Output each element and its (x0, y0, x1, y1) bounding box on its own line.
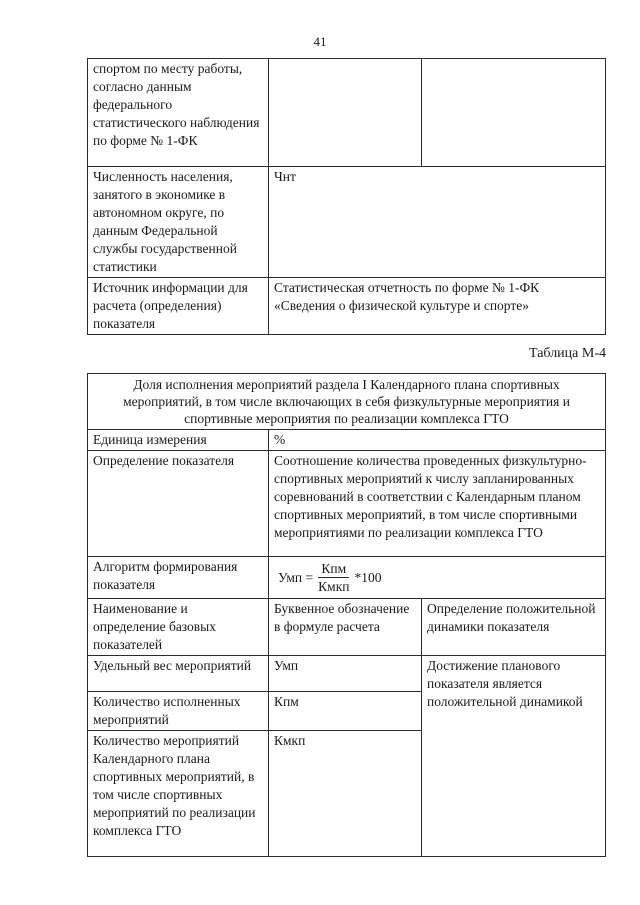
base-indicator-name: Количество мероприятий Календарного плана спортивных мероприятий, в том числе спортивных мероприятий по реализации комплекса ГТО (88, 731, 269, 857)
table-title: Доля исполнения мероприятий раздела I Календарного плана спортивных мероприятий, в том числе включающих в себя физкультурные мероприятия и спортивные мероприятия по реализации комплекса ГТО (88, 374, 606, 430)
formula-fraction (315, 560, 352, 595)
formula-suffix: *100 (354, 569, 382, 585)
table-title-row (88, 374, 606, 430)
table-header-row (88, 599, 606, 656)
formula-denominator: Кмкп (318, 579, 350, 594)
formula-lhs: Умп = (278, 569, 314, 585)
table-row (88, 656, 606, 692)
table-row (88, 430, 606, 451)
table-caption: Таблица М-4 (529, 346, 606, 361)
row-label: Численность населения, занятого в экономике в автономном округе, по данным Федеральной службы государственной статистики (88, 167, 269, 278)
definition-label: Определение показателя (88, 451, 269, 557)
unit-value: % (269, 430, 606, 451)
base-indicator-symbol: Умп (269, 656, 422, 692)
unit-label: Единица измерения (88, 430, 269, 451)
table-row (88, 59, 606, 167)
base-indicator-name: Удельный вес мероприятий (88, 656, 269, 692)
table-row (88, 278, 606, 335)
header-col3: Определение положительной динамики показателя (422, 599, 606, 656)
indicator-table-m4 (87, 373, 606, 857)
page-number: 41 (313, 34, 327, 49)
row-value (269, 59, 422, 167)
base-indicator-symbol: Кмкп (269, 731, 422, 857)
base-indicator-symbol: Кпм (269, 692, 422, 731)
row-extra (422, 59, 606, 167)
base-indicator-name: Количество исполненных мероприятий (88, 692, 269, 731)
definition-value: Соотношение количества проведенных физкультурно-спортивных мероприятий к числу запланированных соревнований в соответствии с Календарным планом спортивных мероприятий, в том числе спортивными мероприятиями по реализации комплекса ГТО (269, 451, 606, 557)
algorithm-formula (269, 557, 606, 599)
row-value: Чнт (269, 167, 606, 278)
indicator-table-continued (87, 58, 606, 335)
table-row (88, 557, 606, 599)
table-row (88, 451, 606, 557)
row-label: Источник информации для расчета (определения) показателя (88, 278, 269, 335)
formula-numerator: Кпм (318, 560, 349, 578)
header-col2: Буквенное обозначение в формуле расчета (269, 599, 422, 656)
row-value: Статистическая отчетность по форме № 1-ФК «Сведения о физической культуре и спорте» (269, 278, 606, 335)
table-row (88, 167, 606, 278)
row-label: спортом по месту работы, согласно данным федерального статистического наблюдения по форме № 1-ФК (88, 59, 269, 167)
dynamics-definition: Достижение планового показателя является положительной динамикой (422, 656, 606, 857)
header-col1: Наименование и определение базовых показателей (88, 599, 269, 656)
algorithm-label: Алгоритм формирования показателя (88, 557, 269, 599)
